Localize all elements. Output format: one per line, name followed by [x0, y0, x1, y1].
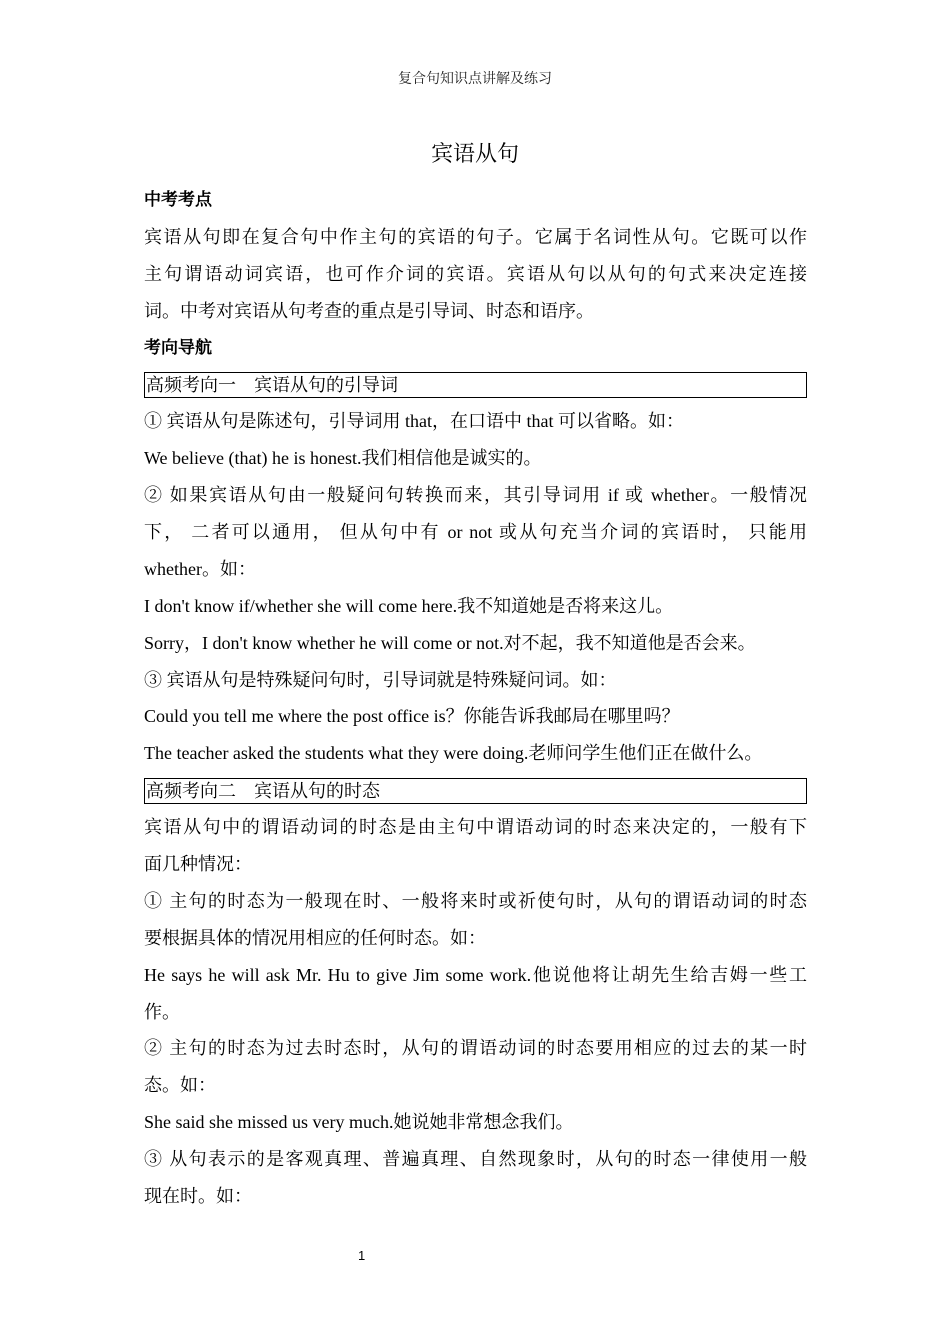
topic-box [144, 772, 807, 809]
text-line: 词。中考对宾语从句考查的重点是引导词、时态和语序。 [144, 300, 594, 321]
topic-box [144, 366, 807, 403]
text-line: 主句谓语动词宾语，也可作介词的宾语。宾语从句以从句的句式来决定连接 [144, 263, 807, 284]
text-line: He says he will ask Mr. Hu to give Jim some work.他说他将让胡先生给吉姆一些工 [144, 964, 807, 985]
topic-label: 高频考向二 [146, 781, 236, 802]
text-line: ③ 宾语从句是特殊疑问句时，引导词就是特殊疑问词。如： [144, 669, 617, 690]
topic-label: 高频考向一 [146, 375, 236, 396]
page-number: 1 [358, 1248, 366, 1263]
text-line: ① 宾语从句是陈述句，引导词用 that，在口语中 that 可以省略。如： [144, 411, 684, 432]
topic-title: 宾语从句的时态 [254, 781, 380, 802]
subheading: 中考考点 [144, 190, 212, 210]
text-line: 面几种情况： [144, 854, 252, 875]
text-line: We believe (that) he is honest.我们相信他是诚实的。 [144, 448, 542, 469]
text-line: ③ 从句表示的是客观真理、普遍真理、自然现象时，从句的时态一律使用一般 [144, 1149, 807, 1170]
text-line: Sorry，I don't know whether he will come or not.对不起，我不知道他是否会来。 [144, 632, 756, 653]
text-line: I don't know if/whether she will come here.我不知道她是否将来这儿。 [144, 595, 674, 616]
text-line: 宾语从句中的谓语动词的时态是由主句中谓语动词的时态来决定的，一般有下 [144, 817, 807, 838]
topic-box-frame [144, 778, 807, 804]
page-header: 复合句知识点讲解及练习 [398, 72, 552, 87]
text-line: 态。如： [144, 1075, 216, 1096]
text-line: 宾语从句即在复合句中作主句的宾语的句子。它属于名词性从句。它既可以作 [144, 226, 807, 247]
text-line: ① 主句的时态为一般现在时、一般将来时或祈使句时，从句的谓语动词的时态 [144, 890, 807, 911]
text-line: 作。 [144, 1001, 180, 1022]
text-line: Could you tell me where the post office is？你能告诉我邮局在哪里吗？ [144, 706, 680, 727]
text-line: 要根据具体的情况用相应的任何时态。如： [144, 927, 486, 948]
text-line: whether。如： [144, 558, 256, 579]
text-line: She said she missed us very much.她说她非常想念我们。 [144, 1112, 574, 1133]
text-line: ② 主句的时态为过去时态时，从句的谓语动词的时态要用相应的过去的某一时 [144, 1038, 807, 1059]
text-line: 现在时。如： [144, 1186, 252, 1207]
text-line: ② 如果宾语从句由一般疑问句转换而来，其引导词用 if 或 whether。一般情况 [144, 485, 807, 506]
subheading: 考向导航 [144, 337, 212, 358]
topic-box-frame [144, 372, 807, 398]
section-title: 宾语从句 [430, 141, 519, 166]
topic-title: 宾语从句的引导词 [254, 375, 398, 396]
text-line: 下， 二者可以通用， 但从句中有 or not 或从句充当介词的宾语时， 只能用 [144, 522, 807, 543]
body-content [144, 182, 807, 1215]
text-line: The teacher asked the students what they were doing.老师问学生他们正在做什么。 [144, 743, 763, 764]
